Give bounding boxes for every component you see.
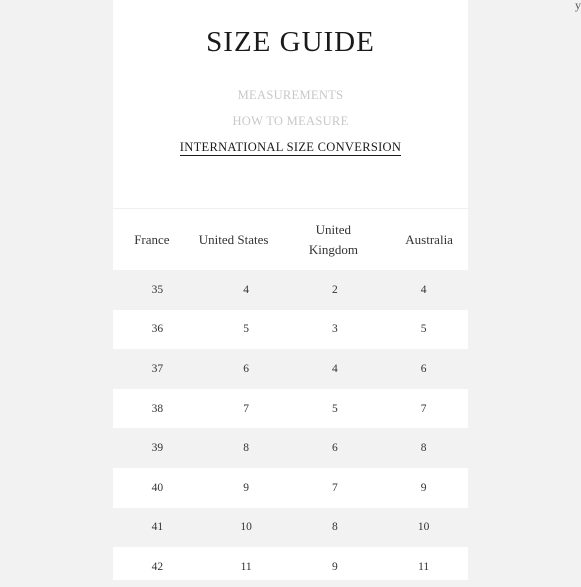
table-row bbox=[113, 389, 468, 429]
table-row bbox=[113, 349, 468, 389]
tab-how-to-measure[interactable]: HOW TO MEASURE bbox=[232, 114, 349, 128]
column-header-france: France bbox=[134, 231, 170, 247]
table-cell: 35 bbox=[151, 283, 164, 296]
table-cell: 11 bbox=[418, 560, 430, 573]
table-cell: 11 bbox=[240, 560, 252, 573]
table-cell: 36 bbox=[151, 323, 164, 336]
table-row bbox=[113, 270, 468, 310]
tab-international-size-conversion[interactable]: INTERNATIONAL SIZE CONVERSION bbox=[179, 140, 402, 154]
table-cell: 5 bbox=[332, 402, 338, 415]
tab-measurements[interactable]: MEASUREMENTS bbox=[237, 88, 344, 102]
page-title: SIZE GUIDE bbox=[206, 26, 375, 58]
table-cell: 4 bbox=[420, 283, 427, 296]
table-cell: 9 bbox=[243, 481, 249, 494]
table-row bbox=[113, 508, 468, 548]
size-conversion-table bbox=[113, 208, 468, 587]
table-cell: 10 bbox=[417, 521, 430, 534]
cropped-corner-text: y bbox=[575, 0, 581, 12]
table-cell: 5 bbox=[420, 323, 427, 336]
table-cell: 6 bbox=[332, 442, 338, 455]
table-cell: 39 bbox=[151, 442, 164, 455]
table-row bbox=[113, 468, 468, 508]
table-cell: 6 bbox=[243, 362, 249, 375]
column-header-australia: Australia bbox=[405, 231, 453, 247]
table-cell: 2 bbox=[332, 283, 338, 296]
size-guide-panel bbox=[113, 0, 581, 580]
table-row bbox=[113, 547, 468, 587]
table-cell: 6 bbox=[420, 362, 427, 375]
table-cell: 4 bbox=[332, 362, 338, 375]
table-cell: 8 bbox=[332, 521, 338, 534]
table-cell: 9 bbox=[332, 560, 338, 573]
column-header-united-states: United States bbox=[198, 231, 269, 247]
table-cell: 7 bbox=[332, 481, 338, 494]
table-cell: 3 bbox=[332, 323, 338, 336]
table-cell: 37 bbox=[151, 362, 164, 375]
table-cell: 7 bbox=[243, 402, 249, 415]
table-cell: 10 bbox=[240, 521, 252, 534]
table-row bbox=[113, 428, 468, 468]
table-cell: 8 bbox=[420, 442, 427, 455]
table-cell: 8 bbox=[243, 442, 249, 455]
table-header-row bbox=[113, 208, 468, 270]
column-header-united-kingdom: United Kingdom bbox=[308, 221, 358, 257]
table-cell: 42 bbox=[151, 560, 164, 573]
table-cell: 4 bbox=[243, 283, 249, 296]
table-row bbox=[113, 310, 468, 350]
table-cell: 5 bbox=[243, 323, 249, 336]
table-cell: 38 bbox=[151, 402, 164, 415]
table-cell: 7 bbox=[420, 402, 427, 415]
table-cell: 40 bbox=[151, 481, 164, 494]
table-cell: 9 bbox=[420, 481, 427, 494]
size-guide-nav bbox=[113, 86, 468, 164]
table-body bbox=[113, 270, 468, 587]
table-cell: 41 bbox=[151, 521, 164, 534]
